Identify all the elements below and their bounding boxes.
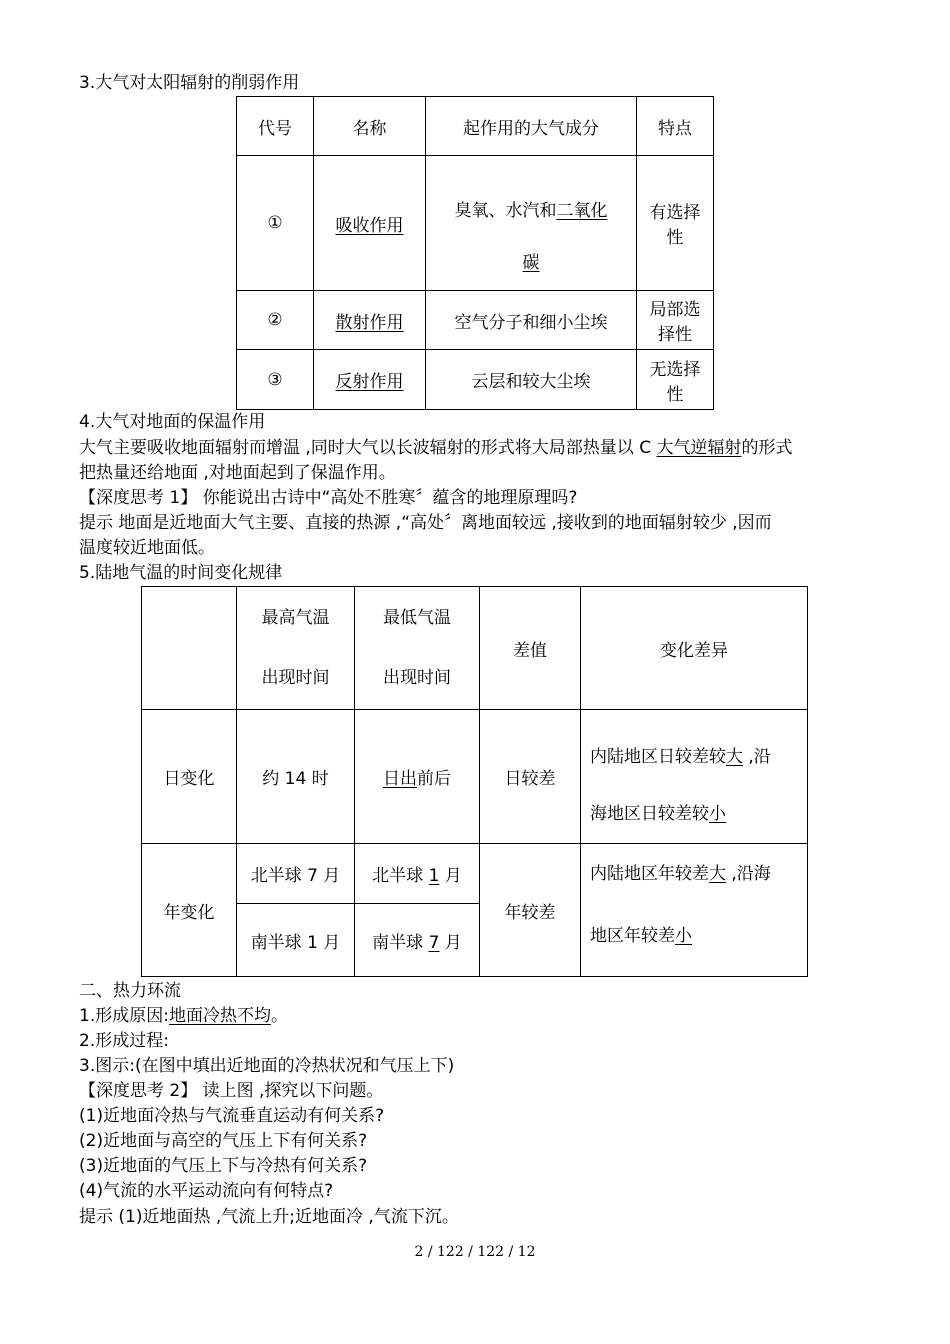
header-max-time: 最高气温 出现时间 bbox=[237, 587, 355, 710]
question-2: (2)近地面与高空的气压上下有何关系? bbox=[79, 1131, 368, 1151]
table-row-annual bbox=[142, 844, 808, 904]
annual-max-south: 南半球 1 月 bbox=[237, 904, 355, 977]
row-name bbox=[314, 156, 426, 291]
header-name: 名称 bbox=[314, 97, 426, 156]
page-footer: 2 / 122 / 122 / 12 bbox=[414, 1244, 536, 1260]
annual-min-north: 北半球 1 月 bbox=[355, 844, 480, 904]
row-feature: 无选择性 bbox=[637, 350, 714, 410]
row-name: 散射作用 bbox=[314, 291, 426, 350]
daily-min-time: 日出前后 bbox=[355, 710, 480, 844]
question-4: (4)气流的水平运动流向有何特点? bbox=[79, 1181, 334, 1201]
row-component: 云层和较大尘埃 bbox=[426, 350, 637, 410]
diagram-instruction: 3.图示:(在图中填出近地面的冷热状况和气压上下) bbox=[79, 1056, 455, 1076]
annual-difference: 年较差 bbox=[480, 844, 581, 977]
daily-max-time: 约 14 时 bbox=[237, 710, 355, 844]
table-header-row bbox=[142, 587, 808, 710]
temperature-variation-table bbox=[141, 586, 808, 977]
row-feature: 有选择性 bbox=[637, 156, 714, 291]
daily-label: 日变化 bbox=[142, 710, 237, 844]
row-name: 反射作用 bbox=[314, 350, 426, 410]
table-row bbox=[237, 350, 714, 410]
header-min-time: 最低气温 出现时间 bbox=[355, 587, 480, 710]
annual-min-south: 南半球 7 月 bbox=[355, 904, 480, 977]
formation-process: 2.形成过程: bbox=[79, 1031, 169, 1051]
header-feature: 特点 bbox=[637, 97, 714, 156]
section-4-paragraph-line-2: 把热量还给地面 ,对地面起到了保温作用。 bbox=[79, 463, 396, 483]
section-5-title: 5.陆地气温的时间变化规律 bbox=[79, 563, 283, 583]
deep-thinking-1: 【深度思考 1】 你能说出古诗中“高处不胜寒〞蕴含的地理原理吗? bbox=[79, 488, 578, 508]
hint-1-line-1: 提示 地面是近地面大气主要、直接的热源 ,“高处〞离地面较远 ,接收到的地面辐射较少 ,因而 bbox=[79, 513, 772, 533]
section-3-title: 3.大气对太阳辐射的削弱作用 bbox=[79, 73, 300, 93]
annual-variation: 内陆地区年较差大 ,沿海 地区年较差小 bbox=[581, 844, 808, 977]
question-1: (1)近地面冷热与气流垂直运动有何关系? bbox=[79, 1106, 385, 1126]
row-code: ① bbox=[237, 156, 314, 291]
row-name-text: 吸收作用 bbox=[335, 215, 404, 236]
formation-cause: 1.形成原因:地面冷热不均。 bbox=[79, 1006, 288, 1026]
component-line-1: 臭氧、水汽和二氧化 bbox=[454, 200, 608, 221]
row-component: 空气分子和细小尘埃 bbox=[426, 291, 637, 350]
hint-1-line-2: 温度较近地面低。 bbox=[79, 538, 215, 558]
daily-variation: 内陆地区日较差较大 ,沿 海地区日较差较小 bbox=[581, 710, 808, 844]
row-feature: 局部选择性 bbox=[637, 291, 714, 350]
header-variation: 变化差异 bbox=[581, 587, 808, 710]
section-4-paragraph-line-1: 大气主要吸收地面辐射而增温 ,同时大气以长波辐射的形式将大局部热量以 C 大气逆辐射的形式 bbox=[79, 438, 793, 458]
row-component bbox=[426, 156, 637, 291]
component-line-2: 碳 bbox=[522, 252, 540, 273]
hint-2: 提示 (1)近地面热 ,气流上升;近地面冷 ,气流下沉。 bbox=[79, 1207, 459, 1227]
row-code: ② bbox=[237, 291, 314, 350]
annual-label: 年变化 bbox=[142, 844, 237, 977]
attenuation-table bbox=[236, 96, 714, 410]
annual-max-north: 北半球 7 月 bbox=[237, 844, 355, 904]
deep-thinking-2: 【深度思考 2】 读上图 ,探究以下问题。 bbox=[79, 1081, 384, 1101]
table-row bbox=[237, 156, 714, 291]
header-code: 代号 bbox=[237, 97, 314, 156]
table-row bbox=[237, 291, 714, 350]
row-code: ③ bbox=[237, 350, 314, 410]
header-blank bbox=[142, 587, 237, 710]
header-difference: 差值 bbox=[480, 587, 581, 710]
part-2-title: 二、热力环流 bbox=[79, 981, 181, 1001]
daily-difference: 日较差 bbox=[480, 710, 581, 844]
table-header-row bbox=[237, 97, 714, 156]
table-row-daily bbox=[142, 710, 808, 844]
header-component: 起作用的大气成分 bbox=[426, 97, 637, 156]
section-4-title: 4.大气对地面的保温作用 bbox=[79, 412, 266, 432]
question-3: (3)近地面的气压上下与冷热有何关系? bbox=[79, 1156, 368, 1176]
